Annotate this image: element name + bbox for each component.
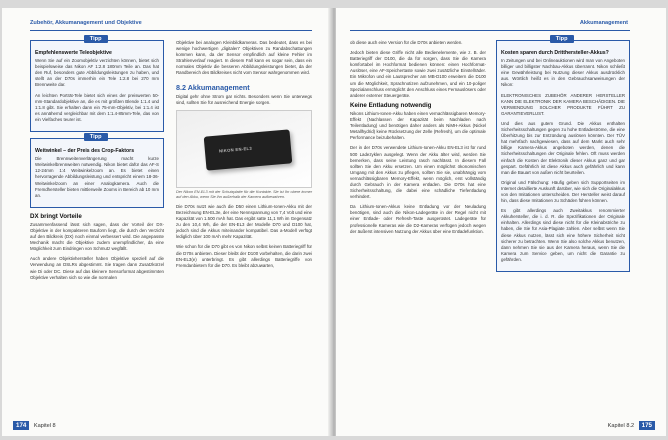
paragraph: Da Lithium-Ionen-Akkus keine Entladung vor der Neuladung benötigen, sind auch die Nikon-Ladegeräte in der Regel nicht mit einer Entlade- oder Refresh-Taste ausgerüstet. Ladegeräte für professionelle Kameras wie die D2-Kameras verfügen jedoch wegen der äußerst intensiven Nutzung der Akkus über eine Entladefunktion. bbox=[350, 204, 486, 234]
chapter-label: Kapitel 8 bbox=[33, 423, 56, 429]
paragraph: Wie schon für die D70 gibt es von Nikon selbst keinen Batteriegriff für die D70s anbieten. Dieser bleibt der D100 vorbehalten, die darin zwei EN-EL3(e) unterbringt. Es gibt allerdings Batteriegriffe von Fremdanbietern für die D70. Es bleibt abzuwarten, bbox=[176, 244, 312, 268]
tip-box-tele bbox=[30, 36, 164, 132]
right-column-2 bbox=[496, 36, 630, 278]
figure-caption: Der Nikon EN-EL3 mit der Schutzplatte für die Kontakte. Sie ist Ihr obere immer auf den Akku, wenn Sie ihn außerhalb der Kamera aufbewahren. bbox=[176, 189, 312, 199]
warning-text: ELEKTRONISCHES ZUBEHÖR ANDERER HERSTELLER KANN DIE ELEKTRONIK DER KAMERA BESCHÄDIGEN. DIE VERWENDUNG SOLCHER PRODUKTE FÜHRT ZU GARANTIEVERLUST. bbox=[501, 92, 625, 116]
tip-box-akkus bbox=[496, 36, 630, 272]
tip-box-wide bbox=[30, 134, 164, 208]
section-heading: Keine Entladung notwendig bbox=[350, 101, 432, 109]
paragraph: Objektive bei analogen Kleinbildkameras. Das bedeutet, dass es bei wenige hochwertigen „digitalen“ Objektiven zu Randabschattungen kommen kann, da der Sensor empfindlich auf kleine Fehler im Strahlenverlauf reagiert. In diesem Fall kann es sogar sein, dass ein normales Objektiv die besseren Abbildungsleistungen bietet, da der Randbereich des Bildkreises nicht vom Sensor wahrgenommen wird. bbox=[176, 40, 312, 76]
paragraph: Die Brennweitenverlängerung macht kurze Weitwinkelbrennweiten notwendig. Nikon bietet dafür das AF-S 12-24mm 1:4 Weitwinkelzoom an. Es bietet einen hervorragende Abbildungsleistung und entspricht einem 18-36-Weitwinkelzoom an einer Analogkamera. Auch die Fremdhersteller bieten mittlerweile Zooms in Bereich ab 10 mm an. bbox=[35, 156, 159, 198]
paragraph: Jedoch bieten diese Griffe nicht alle Bedienelemente, wie z. B. der Batteriegriff der D100, die da für sorgen, dass Sie die Kamera komfortabel im Hochformat bedienen können: einen Hochformat-Auslöser, eine AF-Speichertaste sowie zwei zusätzliche Einstellräder. Ein Mikrofon und ein Lautsprecher am MB-D100 erweitern die D100 um die Möglichkeit, Sprachnotizen aufzunehmen, und ein 10-poliger Spezialanschluss ermöglicht den Anschluss eines Fernauslösers oder anderer externer Steuergeräte. bbox=[350, 50, 486, 98]
chapter-label: Kapitel 8.2 bbox=[607, 423, 635, 429]
paragraph: Und dies aus gutem Grund. Die Akkus enthalten Sicherheitsschaltungen gegen zu hohe Entladeströme, die eine Überhitzung bis zur Entzündung auslösen könnten. Der TÜV hat mehrfach nachgewiesen, dass auf dem Markt auch sehr billige Kamera-Akkus angeboten werden, denen die Sicherheitsschaltungen der Originale fehlen. Oft muss werden einfach die Kosten der Elektronik dieser Akkus ganz und gar gespart. Gefährlich ist diese Akkus auch gefährlich und kann man die Bauart von außen nicht beurteilen. bbox=[501, 120, 625, 175]
paragraph: Es gibt allerdings auch Zweitakkus renommierter Akkuhersteller, die i. d. R. die Spezifikationen der Originale einhalten. Allerdings sind diese nicht für die Kleinabstriche zu haben, die Sie für Asia-Plagiate zahlen. Aber selbst wenn Sie diese Akkus nutzen, lässt sich eine höhere Sicherheit nicht sicherer zu betrachten. Wenn Sie also solche Akkus benutzen, dann nehmen Sie sie aus der Kamera heraus, wenn Sie die Kamera zum Service geben, um nicht die Garantie zu gefährden. bbox=[501, 208, 625, 262]
left-running-head: Zubehör, Akkumanagement und Objektive bbox=[30, 20, 142, 26]
paragraph: Die D70s nutzt wie auch die D50 einen Lithium-Ionen-Akku mit der Bezeichnung EN-EL3e, der eine Nennspannung von 7,4 Volt und eine Kapazität von 1.500 mAh hat. Das ergibt satte 11,1 Wh im Gegensatz zu den 10,4 Wh, die der EN-EL3 der Modelle D70 und D100 hat, jedoch sind die Akkus miteinander kompatibel. Das a-Modell verfügt lediglich über 100 mAh mehr Kapazität. bbox=[176, 203, 312, 240]
paragraph: Wenn Sie auf ein Zoomobjektiv verzichten können, bietet sich beispielsweise das Nikon AF 1:2.8 180mm Teile an. Das hat den Ruf, besonders gute Abbildungsleistungen zu haben, und stellt an der D70s immerhin ein Tele 1:2.8 bei 270 mm Brennweite dar. bbox=[35, 58, 159, 88]
left-page bbox=[2, 8, 332, 436]
tip-title: Kosten sparen durch Dritthersteller-Akkus? bbox=[501, 50, 609, 56]
right-header-rule bbox=[350, 30, 630, 31]
paragraph: Nikons Lithium-Ionen-Akku haben einen vernachlässigbaren Memory-Effekt (Nachlassen der Kapazität beim Nachladen nach Teilentladung) und benötigen daher anders als NiMH-Akkus (Nickel Metallhydrid) keine Rücksetzung der Zelle (Refresh), um die optimale Performance beizubehalten. bbox=[350, 110, 486, 141]
left-column-1 bbox=[30, 36, 164, 285]
tip-badge: Tipp bbox=[550, 35, 574, 43]
left-header-rule bbox=[30, 30, 312, 31]
right-column-1 bbox=[350, 40, 486, 239]
paragraph: Zusammenfassend lässt sich sagen, dass der Vorteil der DX-Objektive in der kompakteren Bauform liegt, die durch den Verzicht auf den Bildkreis (DX) noch einmal verbessert wird. Die angepasste Mechanik macht die Objektive zudem unempfindlicher, da eine Möglichkeit zum Eindringen von Schmutz wegfällt. bbox=[30, 221, 164, 252]
paragraph: Original und Fälschung: Häufig geben sich Supportseiten im Internet detaillierte Auskunft darüber, wie sich die Originalakkus von den Imitationen unterscheiden. Der Hersteller weist darauf hin, dass diese Imitationen zu Schäden führen können. bbox=[501, 179, 625, 204]
battery-photo bbox=[176, 110, 312, 188]
paragraph: In Zeitungen und bei Onlineauktionen wird man von Angeboten billiger und billigster Nachbau-Akkus überrannt. Nikon schließt eine Gewährleistung bei Nutzung dieser Akkus ausdrücklich aus. Wörtlich heißt es in den Gebrauchsanweisungen der Nikon: bbox=[501, 58, 625, 88]
tip-title: Weitwinkel – der Preis des Crop-Faktors bbox=[35, 148, 135, 155]
paragraph: An leichten Porträt-Tele bietet sich eines der preiswerten 50-mm-Standardobjektive an, die es mit größten Blende 1:1.4 und 1:1.8 gibt. Sie erhalten dann ein 75-mm-Objektiv, bei 1:1.4 ist es annähernd vergleichbar mit dem 1:1.4-85mm-Tele, das von ein Vielfaches teurer ist. bbox=[35, 92, 159, 122]
left-footer bbox=[10, 421, 56, 430]
right-running-head: Akkumanagement bbox=[579, 20, 628, 26]
right-footer bbox=[608, 421, 658, 430]
paragraph: Digital gehr ohne Strom gar nichts. Besonders wenn Sie unterwegs sind, sollten Sie für ausreichend Energie sorgen. bbox=[176, 93, 312, 105]
page-number: 174 bbox=[13, 421, 29, 430]
tip-title: Empfehlenswerte Teleobjektive bbox=[35, 50, 112, 56]
section-heading: DX bringt Vorteile bbox=[30, 212, 82, 220]
battery-label: NIKON EN-EL3 bbox=[218, 145, 253, 154]
right-page bbox=[336, 8, 666, 436]
battery-icon bbox=[204, 129, 293, 170]
paragraph: Auch andere Objektivhersteller haben Objektive speziell auf die Verwendung an DSLRs abgestimmt. Sie tragen dann Zusatzkürzel wie Di oder DC. Diese auf das kleinere Sensorformat abgestimmten Objektive verhalten sich so wie die normalen bbox=[30, 256, 164, 280]
paragraph: Der in der D70s verwendete Lithium-Ionen-Akku EN-EL3 ist für rund 500 Ladezyklen ausgelegt. Wenn der Akku älter wird, werden Sie bemerken, dass seine Leistung rasch nachlässt. In diesem Fall sollten Sie den Akku ersetzen. Um einen möglichst ökonomischen Umgang mit den Akkus zu pflegen, sollten Sie sie, unabhängig vom vernachlässigbaren Memory-Effekt, wenn möglich, erst vollständig durch Gebrauch in der Kamera entladen. Die D70s hat eine Sicherheitsschaltung, die dabei eine schädliche Tiefentladung verhindert. bbox=[350, 145, 486, 200]
page-number: 175 bbox=[639, 421, 655, 430]
tip-badge: Tipp bbox=[84, 133, 108, 141]
tip-badge: Tipp bbox=[84, 35, 108, 43]
left-column-2 bbox=[176, 40, 312, 273]
section-title: 8.2 Akkumanagement bbox=[176, 82, 250, 92]
paragraph: ob diese auch eine Version für die D70s anbieten werden. bbox=[350, 40, 463, 45]
